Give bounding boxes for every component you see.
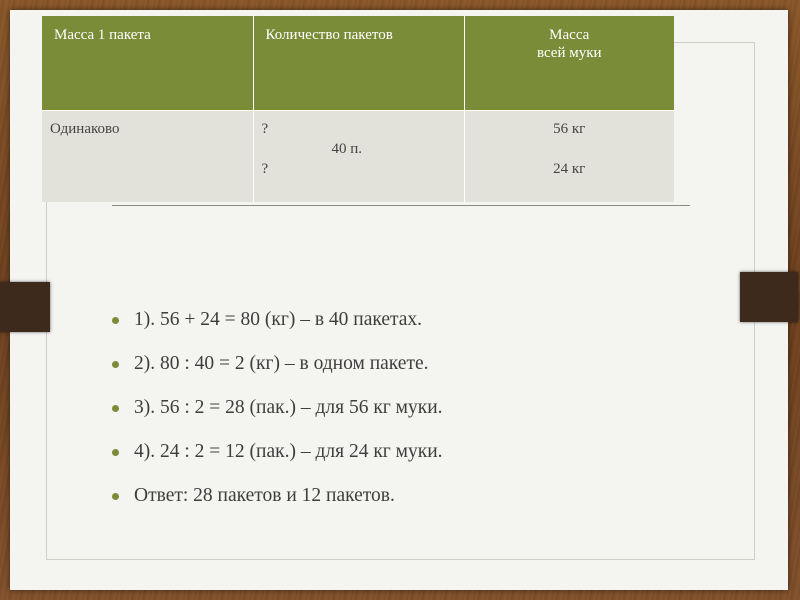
list-item bbox=[112, 308, 443, 352]
list-item bbox=[112, 396, 443, 440]
solution-steps bbox=[112, 308, 443, 528]
cell-mass-24: 24 кг bbox=[553, 161, 586, 177]
step-text: 1). 56 + 24 = 80 (кг) – в 40 пакетах. bbox=[134, 309, 423, 330]
list-item bbox=[112, 352, 443, 396]
cell-equal: Одинаково bbox=[42, 111, 253, 203]
cell-unknown-2: ? bbox=[261, 161, 269, 177]
list-item bbox=[112, 440, 443, 484]
left-tab-decoration bbox=[0, 282, 50, 332]
table-row bbox=[42, 111, 674, 203]
header-total-mass-line1: Масса bbox=[549, 27, 590, 43]
header-package-count: Количество пакетов bbox=[253, 16, 464, 111]
cell-unknown-1: ? bbox=[261, 121, 269, 137]
right-tab-decoration bbox=[740, 272, 798, 322]
step-text: 2). 80 : 40 = 2 (кг) – в одном пакете. bbox=[134, 353, 429, 374]
bullet-dot-icon bbox=[112, 317, 119, 324]
step-text: 3). 56 : 2 = 28 (пак.) – для 56 кг муки. bbox=[134, 397, 443, 418]
divider-line bbox=[112, 205, 690, 206]
bullet-dot-icon bbox=[112, 449, 119, 456]
bullet-dot-icon bbox=[112, 493, 119, 500]
bullet-dot-icon bbox=[112, 405, 119, 412]
cell-total-mass bbox=[464, 111, 674, 203]
cell-mass-56: 56 кг bbox=[553, 121, 586, 137]
header-total-mass bbox=[464, 16, 674, 111]
list-item bbox=[112, 484, 443, 528]
cell-total-packages: 40 п. bbox=[331, 141, 363, 157]
header-total-mass-line2: всей муки bbox=[536, 45, 602, 61]
cell-package-count bbox=[253, 111, 464, 203]
step-text: 4). 24 : 2 = 12 (пак.) – для 24 кг муки. bbox=[134, 441, 443, 462]
header-mass-one-package: Масса 1 пакета bbox=[42, 16, 253, 111]
problem-table bbox=[42, 16, 674, 202]
cell-spacer bbox=[473, 139, 667, 159]
slide bbox=[10, 10, 788, 590]
table-header-row bbox=[42, 16, 674, 111]
answer-text: Ответ: 28 пакетов и 12 пакетов. bbox=[134, 485, 395, 506]
bullet-dot-icon bbox=[112, 361, 119, 368]
